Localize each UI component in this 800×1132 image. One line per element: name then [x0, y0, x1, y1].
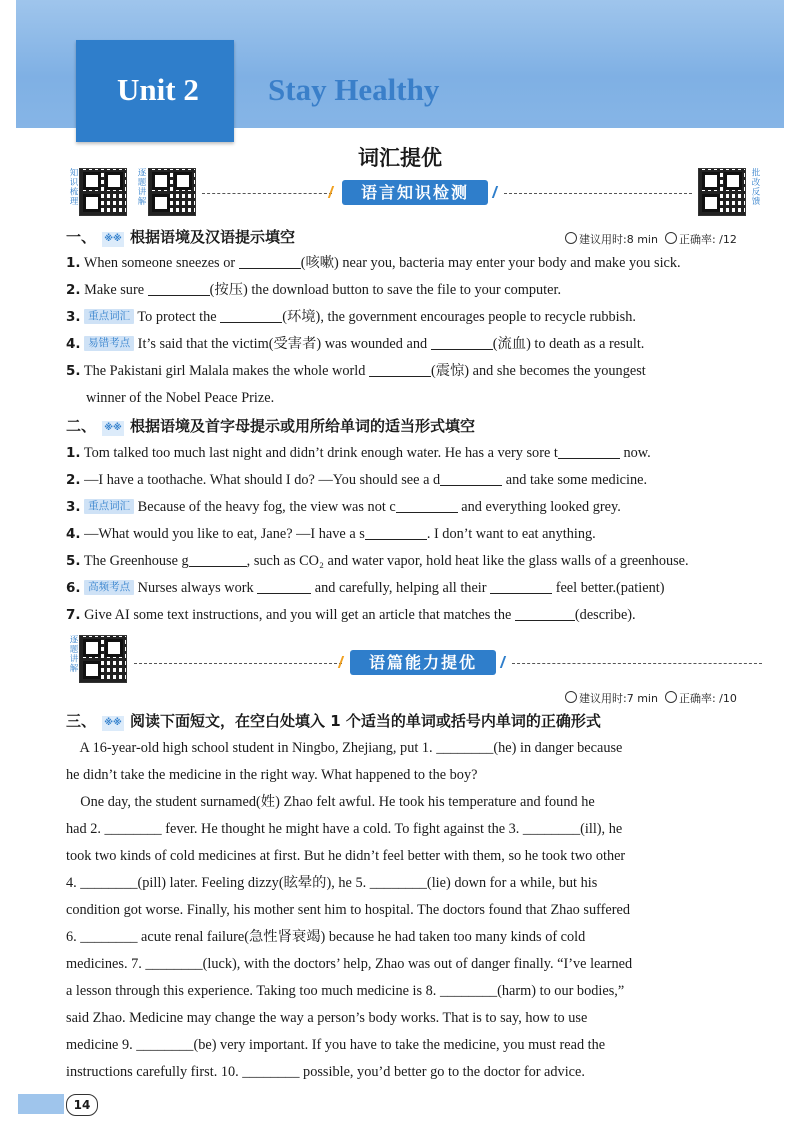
tag-badge: 高频考点 [84, 580, 134, 595]
qr-caption-4: 逐题讲解 [68, 635, 78, 673]
unit-label: Unit 2 [117, 72, 199, 107]
answer-blank[interactable] [440, 471, 502, 486]
list-item: 4. 易错考点 It’s said that the victim(受害者) was wounded and (流血) to death as a result. [66, 336, 645, 352]
answer-blank[interactable] [148, 281, 210, 296]
difficulty-icon: ※※ [102, 232, 124, 247]
passage-line: A 16-year-old high school student in Ningbo, Zhejiang, put 1. ________(he) in danger because [66, 740, 623, 756]
passage-line: medicine 9. ________(be) very important. If you have to take the medicine, you must read the [66, 1037, 606, 1053]
answer-blank[interactable] [515, 606, 575, 621]
footer-bar [18, 1094, 64, 1114]
suggested-time: 建议用时:7 min [579, 692, 658, 705]
accuracy-rate: 正确率: /10 [678, 692, 737, 705]
part-number: 三、 [66, 712, 97, 730]
list-item-continuation: winner of the Nobel Peace Prize. [86, 390, 275, 406]
passage-line: 4. ________(pill) later. Feeling dizzy(眩晕的), he 5. ________(lie) down for a while, but his [66, 875, 598, 891]
clock-icon [565, 232, 577, 244]
page-title: 词汇提优 [358, 146, 442, 170]
qr-code-icon[interactable] [148, 168, 196, 216]
answer-blank[interactable] [239, 254, 301, 269]
passage-line: had 2. ________ fever. He thought he might have a cold. To fight against the 3. ________(ill), he [66, 821, 623, 837]
decoration [500, 656, 512, 668]
heading-text: 阅读下面短文，在空白处填入 1 个适当的单词或括号内单词的正确形式 [130, 712, 601, 730]
passage-line: 6. ________ acute renal failure(急性肾衰竭) because he had taken too many kinds of cold [66, 929, 586, 945]
divider [202, 193, 332, 194]
part-heading [66, 415, 475, 436]
qr-caption-1: 知识梳理 [68, 168, 78, 206]
decoration [338, 656, 350, 668]
answer-blank[interactable] [396, 498, 458, 513]
passage-line: instructions carefully first. 10. ________ possible, you’d better go to the doctor for advice. [66, 1064, 585, 1080]
list-item: 6. 高频考点 Nurses always work and carefully, helping all their feel better.(patient) [66, 580, 665, 596]
decoration [492, 186, 504, 198]
check-icon [665, 232, 677, 244]
suggested-time: 建议用时:8 min [579, 233, 658, 246]
section-banner: 语篇能力提优 [350, 650, 496, 675]
qr-code-icon[interactable] [79, 168, 127, 216]
qr-code-icon[interactable] [698, 168, 746, 216]
part-heading [66, 226, 295, 247]
answer-blank[interactable] [220, 308, 282, 323]
clock-icon [565, 691, 577, 703]
qr-code-icon[interactable] [79, 635, 127, 683]
tag-badge: 重点词汇 [84, 309, 134, 324]
list-item: 1. When someone sneezes or (咳嗽) near you, bacteria may enter your body and make you sick. [66, 255, 681, 271]
check-icon [665, 691, 677, 703]
passage-line: said Zhao. Medicine may change the way a person’s body works. That is to say, how to use [66, 1010, 588, 1026]
tag-badge: 易错考点 [84, 336, 134, 351]
list-item: 7. Give AI some text instructions, and you will get an article that matches the (describe). [66, 607, 636, 623]
page-number: 14 [66, 1094, 98, 1116]
list-item: 4. —What would you like to eat, Jane? —I have a s . I don’t want to eat anything. [66, 526, 596, 542]
answer-blank[interactable] [490, 579, 552, 594]
answer-blank[interactable] [369, 362, 431, 377]
answer-blank[interactable] [189, 552, 247, 567]
answer-blank[interactable] [431, 335, 493, 350]
divider [504, 193, 692, 194]
tag-badge: 重点词汇 [84, 499, 134, 514]
divider [134, 663, 342, 664]
list-item: 1. Tom talked too much last night and didn’t drink enough water. He has a very sore t now. [66, 445, 651, 461]
list-item: 5. The Greenhouse g , such as CO₂ and water vapor, hold heat like the glass walls of a greenhouse. [66, 553, 689, 569]
passage-line: took two kinds of cold medicines at first. But he didn’t feel better with them, so he took two other [66, 848, 626, 864]
decoration [328, 186, 340, 198]
qr-caption-3: 批改反馈 [750, 168, 760, 206]
heading-text: 根据语境及汉语提示填空 [130, 228, 296, 246]
list-item: 2. —I have a toothache. What should I do? —You should see a d and take some medicine. [66, 472, 648, 488]
passage-line: a lesson through this experience. Taking too much medicine is 8. ________(harm) to our bodies,” [66, 983, 625, 999]
accuracy-rate: 正确率: /12 [678, 233, 737, 246]
passage-line: medicines. 7. ________(luck), with the doctors’ help, Zhao was out of danger finally. “I’ve learned [66, 956, 633, 972]
list-item: 5. The Pakistani girl Malala makes the whole world (震惊) and she becomes the youngest [66, 363, 646, 379]
list-item: 3. 重点词汇 Because of the heavy fog, the view was not c and everything looked grey. [66, 499, 621, 515]
answer-blank[interactable] [558, 444, 620, 459]
qr-caption-2: 逐题讲解 [136, 168, 146, 206]
unit-title: Stay Healthy [268, 72, 440, 107]
meta-info [565, 231, 737, 247]
answer-blank[interactable] [365, 525, 427, 540]
passage [66, 735, 762, 1086]
answer-blank[interactable] [257, 579, 311, 594]
passage-line: condition got worse. Finally, his mother sent him to hospital. The doctors found that Zhao suffered [66, 902, 630, 918]
difficulty-icon: ※※ [102, 716, 124, 731]
divider [512, 663, 762, 664]
meta-info [565, 690, 737, 706]
passage-line: he didn’t take the medicine in the right way. What happened to the boy? [66, 767, 478, 783]
part-heading [66, 710, 601, 731]
difficulty-icon: ※※ [102, 421, 124, 436]
passage-line: One day, the student surnamed(姓) Zhao felt awful. He took his temperature and found he [66, 794, 595, 810]
part-number: 一、 [66, 228, 97, 246]
section-banner: 语言知识检测 [342, 180, 488, 205]
part-number: 二、 [66, 417, 97, 435]
list-item: 2. Make sure (按压) the download button to save the file to your computer. [66, 282, 562, 298]
heading-text: 根据语境及首字母提示或用所给单词的适当形式填空 [130, 417, 476, 435]
list-item: 3. 重点词汇 To protect the (环境), the government encourages people to recycle rubbish. [66, 309, 636, 325]
